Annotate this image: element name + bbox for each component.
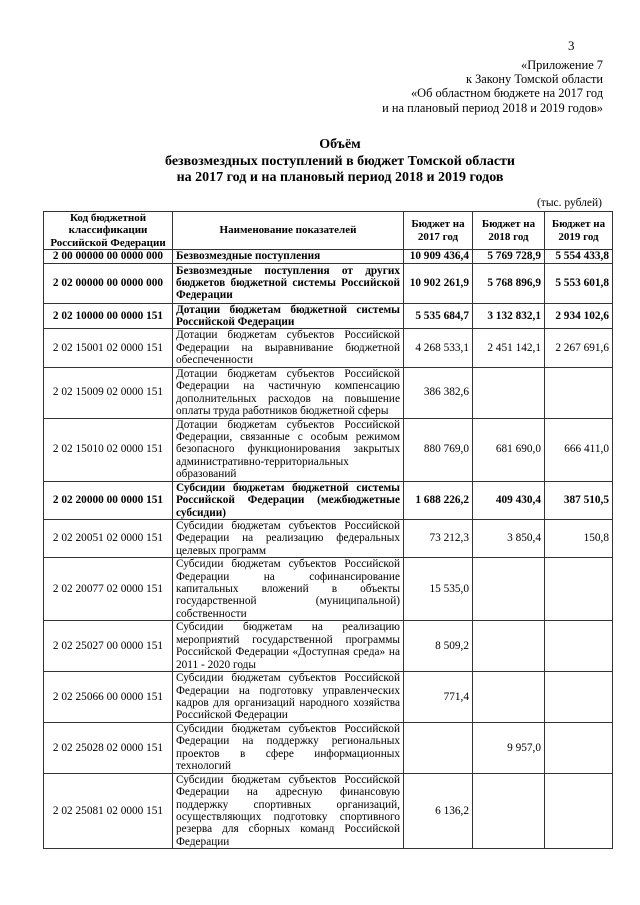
cell-code: 2 02 15001 02 0000 151 (44, 329, 173, 367)
table-row (44, 722, 613, 773)
cell-2017: 15 535,0 (404, 558, 473, 621)
cell-code: 2 02 15010 02 0000 151 (44, 418, 173, 481)
cell-2017 (404, 722, 473, 773)
cell-2019 (545, 722, 613, 773)
cell-name: Дотации бюджетам бюджетной системы Российской Федерации (173, 303, 404, 329)
appendix-reference (382, 58, 603, 115)
cell-code: 2 02 15009 02 0000 151 (44, 367, 173, 418)
cell-2019 (545, 558, 613, 621)
cell-2018 (473, 773, 545, 848)
cell-2018: 5 769 728,9 (473, 250, 545, 263)
cell-2017: 4 268 533,1 (404, 329, 473, 367)
cell-name: Субсидии бюджетам субъектов Российской Федерации на поддержку региональных проектов в сфере информационных технологий (173, 722, 404, 773)
title-line: безвозмездных поступлений в бюджет Томской области (165, 153, 515, 169)
cell-code: 2 00 00000 00 0000 000 (44, 250, 173, 263)
cell-2018: 681 690,0 (473, 418, 545, 481)
cell-name: Дотации бюджетам субъектов Российской Федерации на выравнивание бюджетной обеспеченности (173, 329, 404, 367)
cell-name: Безвозмездные поступления от других бюджетов бюджетной системы Российской Федерации (173, 263, 404, 303)
cell-2018: 2 451 142,1 (473, 329, 545, 367)
title-line: Объём (319, 137, 361, 152)
table-row (44, 367, 613, 418)
table-row (44, 250, 613, 263)
title-line: на 2017 год и на плановый период 2018 и 2019 годов (176, 170, 504, 185)
cell-2017: 10 909 436,4 (404, 250, 473, 263)
cell-2017: 8 509,2 (404, 621, 473, 672)
cell-2019: 5 553 601,8 (545, 263, 613, 303)
table-row (44, 418, 613, 481)
appendix-line: «Приложение 7 (521, 58, 603, 72)
cell-name: Субсидии бюджетам субъектов Российской Федерации на реализацию федеральных целевых программ (173, 519, 404, 557)
cell-2018: 3 850,4 (473, 519, 545, 557)
table-row (44, 263, 613, 303)
cell-2019 (545, 672, 613, 723)
cell-2017: 880 769,0 (404, 418, 473, 481)
cell-code: 2 02 25066 00 0000 151 (44, 672, 173, 723)
table-row (44, 773, 613, 848)
cell-code: 2 02 25027 00 0000 151 (44, 621, 173, 672)
units-label: (тыс. рублей) (536, 197, 602, 209)
cell-name: Субсидии бюджетам бюджетной системы Российской Федерации (межбюджетные субсидии) (173, 481, 404, 519)
table-row (44, 558, 613, 621)
table-row (44, 329, 613, 367)
budget-table (43, 211, 613, 849)
cell-2017: 10 902 261,9 (404, 263, 473, 303)
cell-2019: 2 267 691,6 (545, 329, 613, 367)
table-row (44, 303, 613, 329)
cell-name: Субсидии бюджетам субъектов Российской Федерации на подготовку управленческих кадров для организаций народного хозяйства Российской Федерации (173, 672, 404, 723)
cell-2018 (473, 367, 545, 418)
cell-2018 (473, 558, 545, 621)
appendix-line: к Закону Томской области (465, 72, 603, 87)
header-2018: Бюджет на 2018 год (473, 212, 545, 250)
cell-2017: 1 688 226,2 (404, 481, 473, 519)
cell-2018 (473, 672, 545, 723)
page-number: 3 (568, 38, 575, 53)
cell-2019: 2 934 102,6 (545, 303, 613, 329)
cell-name: Субсидии бюджетам субъектов Российской Федерации на софинансирование капитальных вложений в объекты государственной (муниципальной) собственности (173, 558, 404, 621)
header-code: Код бюджетной классификации Российской Федерации (44, 212, 173, 250)
appendix-line: «Об областном бюджете на 2017 год (410, 86, 603, 101)
cell-2018: 5 768 896,9 (473, 263, 545, 303)
header-name: Наименование показателей (173, 212, 404, 250)
cell-2019 (545, 367, 613, 418)
table-header-row (44, 212, 613, 250)
cell-code: 2 02 20077 02 0000 151 (44, 558, 173, 621)
header-2017: Бюджет на 2017 год (404, 212, 473, 250)
cell-2017: 6 136,2 (404, 773, 473, 848)
cell-2018 (473, 621, 545, 672)
cell-code: 2 02 25081 02 0000 151 (44, 773, 173, 848)
cell-name: Безвозмездные поступления (173, 250, 404, 263)
table-row (44, 672, 613, 723)
cell-2019: 150,8 (545, 519, 613, 557)
cell-2018: 3 132 832,1 (473, 303, 545, 329)
cell-2019 (545, 773, 613, 848)
cell-2018: 409 430,4 (473, 481, 545, 519)
header-2019: Бюджет на 2019 год (545, 212, 613, 250)
cell-name: Субсидии бюджетам на реализацию мероприятий государственной программы Российской Федерации «Доступная среда» на 2011 - 2020 годы (173, 621, 404, 672)
appendix-line: и на плановый период 2018 и 2019 годов» (382, 100, 603, 115)
table-row (44, 481, 613, 519)
cell-code: 2 02 20051 02 0000 151 (44, 519, 173, 557)
cell-code: 2 02 20000 00 0000 151 (44, 481, 173, 519)
cell-2018: 9 957,0 (473, 722, 545, 773)
cell-code: 2 02 00000 00 0000 000 (44, 263, 173, 303)
cell-2019: 5 554 433,8 (545, 250, 613, 263)
cell-2019: 666 411,0 (545, 418, 613, 481)
table-row (44, 621, 613, 672)
cell-name: Субсидии бюджетам субъектов Российской Федерации на адресную финансовую поддержку спортивных организаций, осуществляющих подготовку спортивного резерва для сборных команд Российской Федерации (173, 773, 404, 848)
cell-name: Дотации бюджетам субъектов Российской Федерации, связанные с особым режимом безопасного функционирования закрытых административно-территориальных образований (173, 418, 404, 481)
cell-2017: 73 212,3 (404, 519, 473, 557)
table-row (44, 519, 613, 557)
cell-2017: 771,4 (404, 672, 473, 723)
cell-2017: 386 382,6 (404, 367, 473, 418)
cell-name: Дотации бюджетам субъектов Российской Федерации на частичную компенсацию дополнительных расходов на повышение оплаты труда работников бюджетной сферы (173, 367, 404, 418)
cell-2019 (545, 621, 613, 672)
cell-code: 2 02 25028 02 0000 151 (44, 722, 173, 773)
cell-2017: 5 535 684,7 (404, 303, 473, 329)
document-title (60, 137, 620, 187)
cell-code: 2 02 10000 00 0000 151 (44, 303, 173, 329)
cell-2019: 387 510,5 (545, 481, 613, 519)
